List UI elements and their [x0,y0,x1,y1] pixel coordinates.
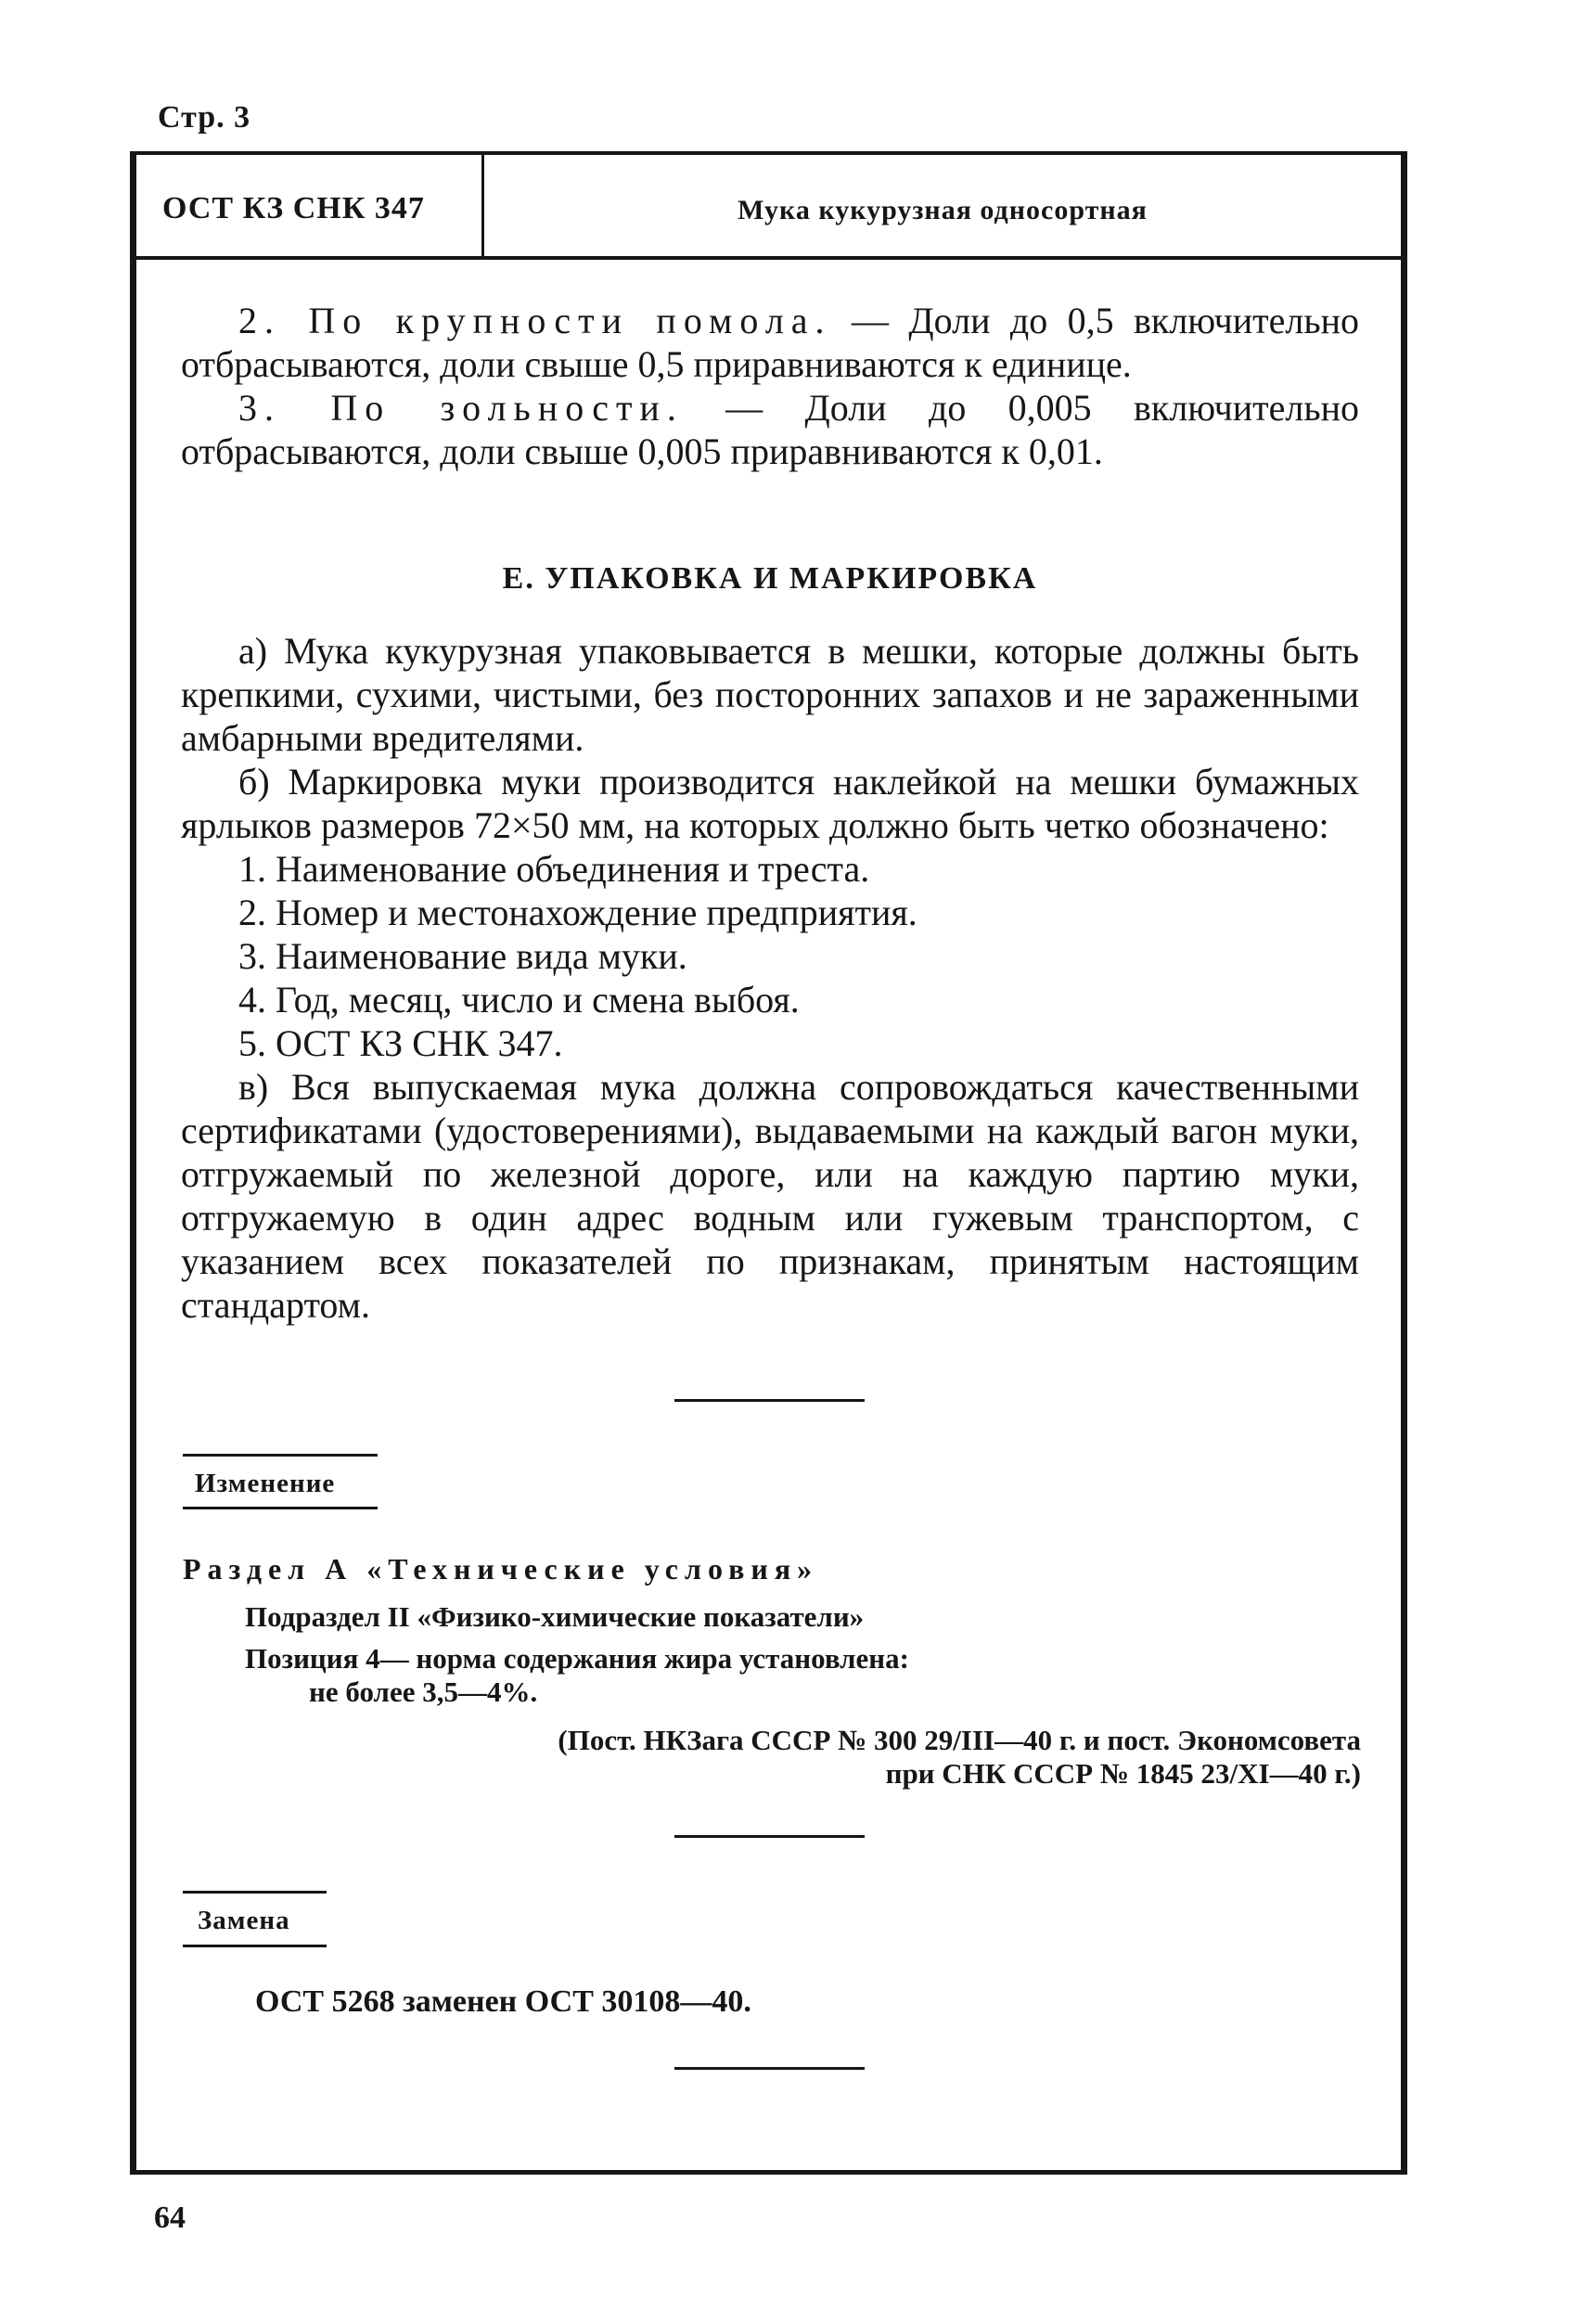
document-title: Мука кукурузная односортная [738,195,1148,225]
standard-code: ОСТ КЗ СНК 347 [162,191,425,225]
change-label-bottom-rule [183,1507,378,1509]
section-e-body [181,629,1359,1327]
rule-grind-size [181,299,1359,386]
list-item: 4. Год, месяц, число и смена выбоя. [238,979,800,1021]
frame-top-border [130,151,1407,155]
change-source-line2: при СНК СССР № 1845 23/XI—40 г.) [885,1757,1361,1790]
rule-ash-text: — Доли до 0,005 включительно отбрасываются, доли свыше 0,005 приравниваются к 0,01. [181,387,1360,472]
para-a: а) Мука кукурузная упаковывается в мешки, которые должны быть крепкими, сухими, чистыми, без посторонних запахов и не зараженными амбарными вредителями. [181,630,1359,759]
replacement-label-top-rule [183,1891,327,1894]
change-position-line1: Позиция 4— норма содержания жира установлена: [245,1642,909,1675]
replacement-label-bottom-rule [183,1945,327,1947]
header-divider [130,256,1407,260]
rule-ash-lead: 3. По зольности. [238,387,684,429]
section-e-title: Е. УПАКОВКА И МАРКИРОВКА [502,561,1038,596]
list-item: 2. Номер и местонахождение предприятия. [238,892,917,933]
para-v: в) Вся выпускаемая мука должна сопровождаться качественными сертификатами (удостоверениями), выдаваемыми на каждый вагон муки, отгружаемый по железной дороге, или на каждую партию муки, отгружаемую в один адрес водным или гужевым транспортом, с указанием всех показателей по признакам, принятым настоящим стандартом. [181,1066,1359,1326]
separator-rule [674,1399,865,1402]
separator-rule [674,1835,865,1838]
rounding-rules [181,299,1359,473]
page-label: Стр. 3 [158,100,251,135]
list-item: 3. Наименование вида муки. [238,935,687,977]
frame-right-border [1401,151,1407,2174]
change-label-top-rule [183,1454,378,1457]
replacement-text: ОСТ 5268 заменен ОСТ 30108—40. [255,1984,751,2019]
frame-left-border [130,151,136,2174]
change-subsection: Подраздел II «Физико-химические показатели» [245,1600,865,1633]
list-item: 5. ОСТ КЗ СНК 347. [238,1022,563,1064]
list-item: 1. Наименование объединения и треста. [238,848,870,890]
rule-grind-size-lead: 2. По крупности помола. [238,300,832,341]
para-b: б) Маркировка муки производится наклейкой на мешки бумажных ярлыков размеров 72×50 мм, на которых должно быть четко обозначено: [181,761,1359,846]
change-label: Изменение [195,1469,336,1498]
footer-page-number: 64 [154,2201,186,2235]
separator-rule [674,2067,865,2070]
change-position-line2: не более 3,5—4%. [309,1676,538,1708]
change-section: Раздел А «Технические условия» [183,1552,819,1586]
change-source-line1: (Пост. НКЗага СССР № 300 29/III—40 г. и пост. Экономсовета [558,1724,1361,1756]
replacement-label: Замена [198,1906,290,1935]
rule-grind-size-text: — Доли до 0,5 включительно отбрасываются, доли свыше 0,5 приравниваются к единице. [181,300,1359,385]
rule-ash [181,386,1359,473]
frame-bottom-border [130,2170,1407,2175]
